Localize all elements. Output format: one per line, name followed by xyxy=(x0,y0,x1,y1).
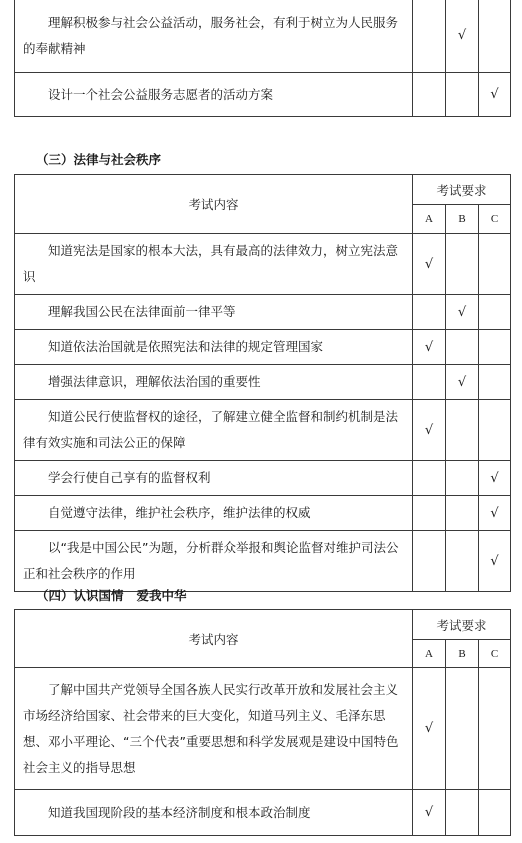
content-cell: 学会行使自己享有的监督权利 xyxy=(15,461,413,496)
level-b-cell xyxy=(446,496,479,531)
header-a: A xyxy=(413,205,446,234)
table-row xyxy=(15,73,511,117)
level-a-cell xyxy=(413,531,446,592)
content-cell: 知道公民行使监督权的途径，了解建立健全监督和制约机制是法律有效实施和司法公正的保障 xyxy=(15,400,413,461)
table-row xyxy=(15,496,511,531)
section-title-law: （三）法律与社会秩序 xyxy=(36,152,162,167)
table-row xyxy=(15,365,511,400)
level-b-cell xyxy=(446,73,479,117)
content-cell: 知道宪法是国家的根本大法，具有最高的法律效力，树立宪法意识 xyxy=(15,234,413,295)
level-b-cell xyxy=(446,400,479,461)
content-cell: 理解我国公民在法律面前一律平等 xyxy=(15,295,413,330)
table-row xyxy=(15,295,511,330)
header-requirement: 考试要求 xyxy=(413,175,511,205)
table-row xyxy=(15,0,511,73)
content-cell: 了解中国共产党领导全国各族人民实行改革开放和发展社会主义市场经济给国家、社会带来的巨大变化，知道马列主义、毛泽东思想、邓小平理论、“三个代表”重要思想和科学发展观是建设中国特色社会主义的指导思想 xyxy=(15,668,413,790)
table-national-conditions xyxy=(14,609,511,836)
table-row xyxy=(15,531,511,592)
section-title-national-conditions: （四）认识国情 爱我中华 xyxy=(36,588,187,603)
level-c-cell xyxy=(479,790,511,836)
header-row xyxy=(15,175,511,205)
content-cell: 以“我是中国公民”为题，分析群众举报和舆论监督对维护司法公正和社会秩序的作用 xyxy=(15,531,413,592)
level-b-cell: √ xyxy=(446,295,479,330)
content-cell: 增强法律意识，理解依法治国的重要性 xyxy=(15,365,413,400)
level-c-cell: √ xyxy=(479,531,511,592)
content-cell: 知道依法治国就是依照宪法和法律的规定管理国家 xyxy=(15,330,413,365)
level-b-cell: √ xyxy=(446,0,479,73)
level-b-cell xyxy=(446,461,479,496)
level-b-cell xyxy=(446,790,479,836)
level-c-cell: √ xyxy=(479,461,511,496)
level-b-cell xyxy=(446,531,479,592)
level-a-cell xyxy=(413,295,446,330)
header-requirement: 考试要求 xyxy=(413,610,511,640)
table-row xyxy=(15,330,511,365)
header-c: C xyxy=(479,640,511,668)
header-a: A xyxy=(413,640,446,668)
level-c-cell xyxy=(479,234,511,295)
table-public-service xyxy=(14,0,511,117)
level-b-cell: √ xyxy=(446,365,479,400)
level-c-cell xyxy=(479,400,511,461)
header-b: B xyxy=(446,205,479,234)
level-c-cell xyxy=(479,668,511,790)
level-c-cell xyxy=(479,365,511,400)
level-a-cell: √ xyxy=(413,400,446,461)
level-a-cell xyxy=(413,461,446,496)
level-b-cell xyxy=(446,234,479,295)
level-a-cell xyxy=(413,496,446,531)
level-a-cell xyxy=(413,0,446,73)
level-c-cell xyxy=(479,295,511,330)
level-c-cell: √ xyxy=(479,496,511,531)
table-row xyxy=(15,790,511,836)
level-a-cell: √ xyxy=(413,790,446,836)
table-row xyxy=(15,461,511,496)
table-row xyxy=(15,400,511,461)
header-content: 考试内容 xyxy=(15,610,413,668)
level-a-cell: √ xyxy=(413,330,446,365)
level-a-cell xyxy=(413,365,446,400)
table-row xyxy=(15,668,511,790)
table-row xyxy=(15,234,511,295)
header-row xyxy=(15,610,511,640)
content-cell: 设计一个社会公益服务志愿者的活动方案 xyxy=(15,73,413,117)
level-c-cell xyxy=(479,0,511,73)
header-b: B xyxy=(446,640,479,668)
header-content: 考试内容 xyxy=(15,175,413,234)
content-cell: 知道我国现阶段的基本经济制度和根本政治制度 xyxy=(15,790,413,836)
level-a-cell: √ xyxy=(413,668,446,790)
table-law-social-order xyxy=(14,174,511,592)
content-cell: 自觉遵守法律，维护社会秩序，维护法律的权威 xyxy=(15,496,413,531)
level-b-cell xyxy=(446,668,479,790)
header-c: C xyxy=(479,205,511,234)
level-a-cell: √ xyxy=(413,234,446,295)
level-c-cell: √ xyxy=(479,73,511,117)
content-cell: 理解积极参与社会公益活动，服务社会，有利于树立为人民服务的奉献精神 xyxy=(15,0,413,73)
level-c-cell xyxy=(479,330,511,365)
level-a-cell xyxy=(413,73,446,117)
level-b-cell xyxy=(446,330,479,365)
